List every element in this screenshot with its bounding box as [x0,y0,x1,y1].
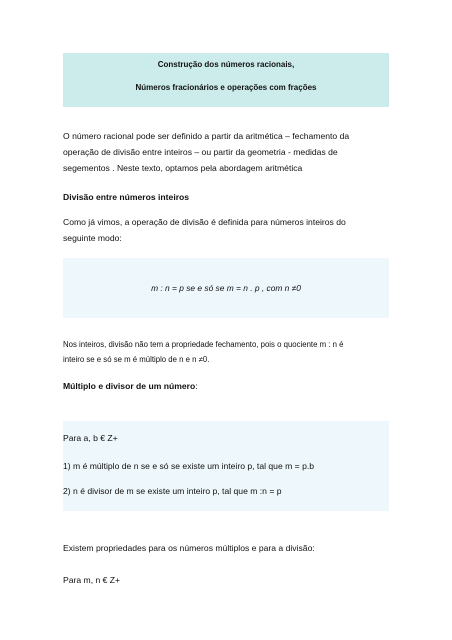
division-definition-box [63,258,389,318]
intro-line-3: segementos . Neste texto, optamos pela abordagem aritmética [63,163,303,173]
title-box [63,53,389,107]
document-subtitle: Números fracionários e operações com frações [135,83,317,92]
multiple-domain-text: Para a, b € Z+ [63,433,118,443]
division-heading: Divisão entre números inteiros [63,192,190,202]
multiple-definition: 1) m é múltiplo de n se e só se existe um inteiro p, tal que m = p.b [63,461,315,471]
closure-line-2: inteiro se e só se m é múltiplo de n e n ≠0. [63,355,210,364]
intro-line-2: operação de divisão entre inteiros – ou partir da geometria - medidas de [63,147,338,157]
document-title: Construção dos números racionais, [157,60,295,69]
divisor-definition: 2) n é divisor de m se existe um inteiro p, tal que m :n = p [63,486,282,496]
division-line-2: seguinte modo: [63,233,122,243]
closure-line-1: Nos inteiros, divisão não tem a propriedade fechamento, pois o quociente m : n é [63,340,344,349]
properties-domain-text: Para m, n € Z+ [63,575,121,585]
multiple-divisor-box [63,421,389,511]
division-line-1: Como já vimos, a operação de divisão é definida para números inteiros do [63,217,346,227]
intro-line-1: O número racional pode ser definido a partir da aritmética – fechamento da [63,131,350,141]
multiple-divisor-heading: Múltiplo e divisor de um número: [63,381,198,391]
properties-intro: Existem propriedades para os números múltiplos e para a divisão: [63,543,315,553]
division-formula: m : n = p se e só se m = n . p , com n ≠0 [151,283,301,293]
